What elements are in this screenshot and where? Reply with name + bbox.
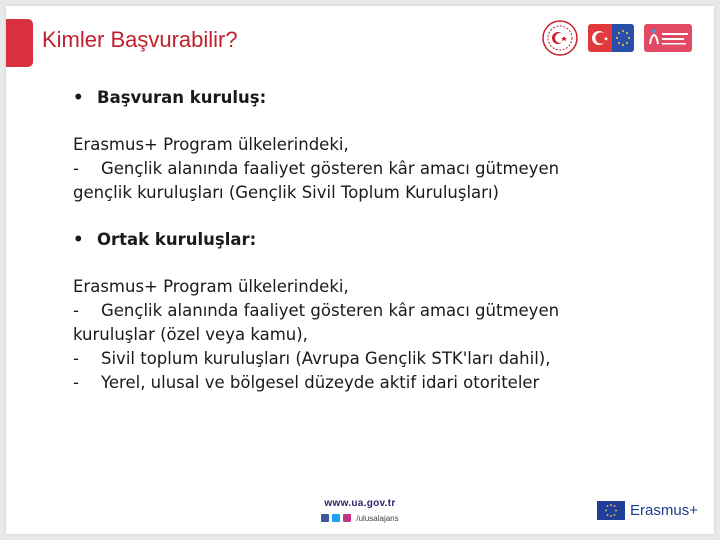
slide	[6, 6, 714, 534]
section-heading-text: Başvuran kuruluş:	[97, 88, 267, 107]
header-logos	[542, 20, 692, 56]
list-item: - Gençlik alanında faaliyet gösteren kâr amacı gütmeyen	[73, 159, 560, 178]
bullet-icon: •	[73, 88, 84, 107]
list-item: - Yerel, ulusal ve bölgesel düzeyde aktif idari otoriteler	[73, 373, 540, 392]
section-heading	[73, 86, 673, 110]
footer-social	[321, 514, 398, 523]
slide-content	[73, 86, 673, 395]
section-intro: Erasmus+ Program ülkelerindeki,	[73, 135, 349, 154]
instagram-icon[interactable]	[343, 514, 351, 522]
section-body	[73, 275, 673, 395]
footer-url[interactable]: www.ua.gov.tr	[324, 498, 396, 509]
turkish-seal-icon	[542, 20, 578, 56]
title-accent-tab	[6, 19, 33, 67]
footer-handle: /ulusalajans	[356, 513, 399, 523]
erasmus-brand-text: Erasmus+	[630, 502, 698, 519]
section-heading-text: Ortak kuruluşlar:	[97, 230, 257, 249]
list-item: - Gençlik alanında faaliyet gösteren kâr amacı gütmeyen	[73, 301, 560, 320]
section-body	[73, 133, 673, 205]
list-item-continuation: kuruluşlar (özel veya kamu),	[73, 325, 308, 344]
list-item: - Sivil toplum kuruluşları (Avrupa Gençlik STK'ları dahil),	[73, 349, 551, 368]
ulusal-ajans-logo-icon	[644, 24, 692, 52]
turkey-eu-flag-icon	[588, 24, 634, 52]
facebook-icon[interactable]	[321, 514, 329, 522]
slide-title: Kimler Başvurabilir?	[42, 27, 238, 52]
erasmus-logo	[597, 501, 698, 520]
twitter-icon[interactable]	[332, 514, 340, 522]
section-intro: Erasmus+ Program ülkelerindeki,	[73, 277, 349, 296]
bullet-icon: •	[73, 230, 84, 249]
section-heading	[73, 228, 673, 252]
list-item-continuation: gençlik kuruluşları (Gençlik Sivil Toplum Kuruluşları)	[73, 183, 499, 202]
eu-flag-icon	[597, 501, 625, 520]
